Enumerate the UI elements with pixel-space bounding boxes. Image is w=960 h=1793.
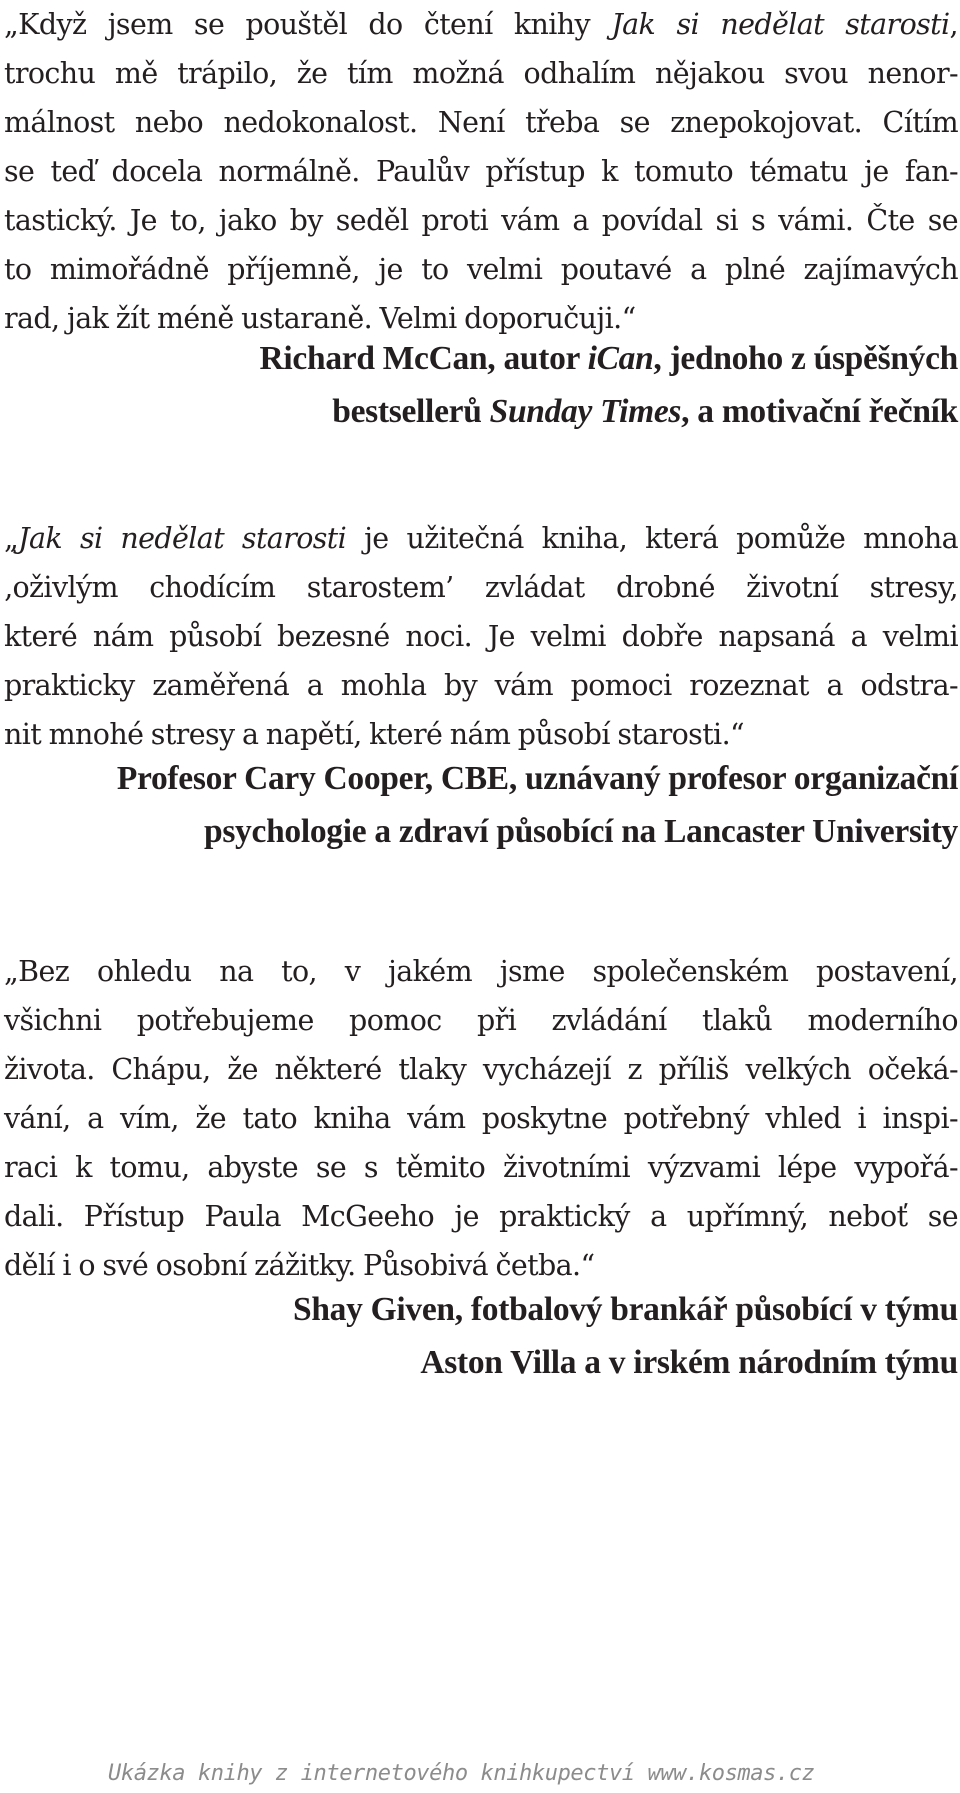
quote-line <box>4 196 958 245</box>
text-run: života. Chápu, že některé tlaky vycházejí z příliš velkých očeká- <box>4 1053 958 1086</box>
text-run: bestsellerů <box>332 393 490 430</box>
text-run: trochu mě trápilo, že tím možná odhalím nějakou svou nenor- <box>4 57 958 90</box>
text-run: to mimořádně příjemně, je to velmi poutavé a plné zajímavých <box>4 253 958 286</box>
text-run: , a motivační řečník <box>681 393 958 430</box>
attribution-line <box>4 805 958 858</box>
attribution-line <box>4 1283 958 1336</box>
attribution-line <box>4 385 958 438</box>
text-run: tastický. Je to, jako by seděl proti vám a povídal si s vámi. Čte se <box>4 204 958 237</box>
quote-line <box>4 996 958 1045</box>
testimonial-attribution-1 <box>4 332 958 438</box>
italic-title: Jak si nedělat starosti <box>18 522 347 555</box>
quote-line <box>4 98 958 147</box>
text-run: psychologie a zdraví působící na Lancaster University <box>203 813 958 850</box>
quote-line <box>4 563 958 612</box>
attribution-line <box>4 752 958 805</box>
testimonial-quote-1 <box>4 0 958 343</box>
text-run: nit mnohé stresy a napětí, které nám působí starosti.“ <box>4 718 744 751</box>
attribution-line <box>4 1336 958 1389</box>
text-run: , <box>949 8 958 41</box>
text-run: Profesor Cary Cooper, CBE, uznávaný profesor organizační <box>116 760 958 797</box>
italic-title: iCan <box>587 340 654 377</box>
text-run: málnost nebo nedokonalost. Není třeba se znepokojovat. Cítím <box>4 106 958 139</box>
text-run: „Bez ohledu na to, v jakém jsme společenském postavení, <box>4 955 958 988</box>
testimonial-quote-3 <box>4 947 958 1290</box>
quote-line <box>4 49 958 98</box>
text-run: „Když jsem se pouštěl do čtení knihy <box>4 8 612 41</box>
text-run: Aston Villa a v irském národním týmu <box>420 1344 958 1381</box>
testimonial-attribution-3 <box>4 1283 958 1389</box>
attribution-line <box>4 332 958 385</box>
quote-line <box>4 612 958 661</box>
text-run: se teď docela normálně. Paulův přístup k tomuto tématu je fan- <box>4 155 958 188</box>
quote-line <box>4 1192 958 1241</box>
quote-line <box>4 947 958 996</box>
text-run: vání, a vím, že tato kniha vám poskytne potřebný vhled i inspi- <box>4 1102 958 1135</box>
quote-line <box>4 1045 958 1094</box>
quote-line <box>4 1143 958 1192</box>
text-run: dělí i o své osobní zážitky. Působivá četba.“ <box>4 1249 595 1282</box>
text-run: , jednoho z úspěšných <box>653 340 958 377</box>
text-run: „ <box>4 522 19 555</box>
text-run: raci k tomu, abyste se s těmito životními výzvami lépe vypořá- <box>4 1151 958 1184</box>
text-run: které nám působí bezesné noci. Je velmi dobře napsaná a velmi <box>4 620 958 653</box>
italic-title: Jak si nedělat starosti <box>611 8 950 41</box>
quote-line <box>4 1094 958 1143</box>
text-run: ‚oživlým chodícím starostem’ zvládat drobné životní stresy, <box>4 571 958 604</box>
footer-watermark: Ukázka knihy z internetového knihkupectví www.kosmas.cz <box>108 1761 815 1786</box>
text-run: prakticky zaměřená a mohla by vám pomoci rozeznat a odstra- <box>4 669 958 702</box>
text-run: dali. Přístup Paula McGeeho je praktický a upřímný, neboť se <box>4 1200 958 1233</box>
text-run: Richard McCan, autor <box>259 340 588 377</box>
italic-title: Sunday Times <box>489 393 682 430</box>
quote-line <box>4 245 958 294</box>
quote-line <box>4 0 958 49</box>
text-run: rad, jak žít méně ustaraně. Velmi doporučuji.“ <box>4 302 636 335</box>
quote-line <box>4 514 958 563</box>
text-run: všichni potřebujeme pomoc při zvládání tlaků moderního <box>4 1004 958 1037</box>
testimonial-attribution-2 <box>4 752 958 858</box>
testimonial-quote-2 <box>4 514 958 759</box>
text-run: Shay Given, fotbalový brankář působící v týmu <box>293 1291 958 1328</box>
text-run: je užitečná kniha, která pomůže mnoha <box>346 522 958 555</box>
quote-line <box>4 661 958 710</box>
quote-line <box>4 147 958 196</box>
